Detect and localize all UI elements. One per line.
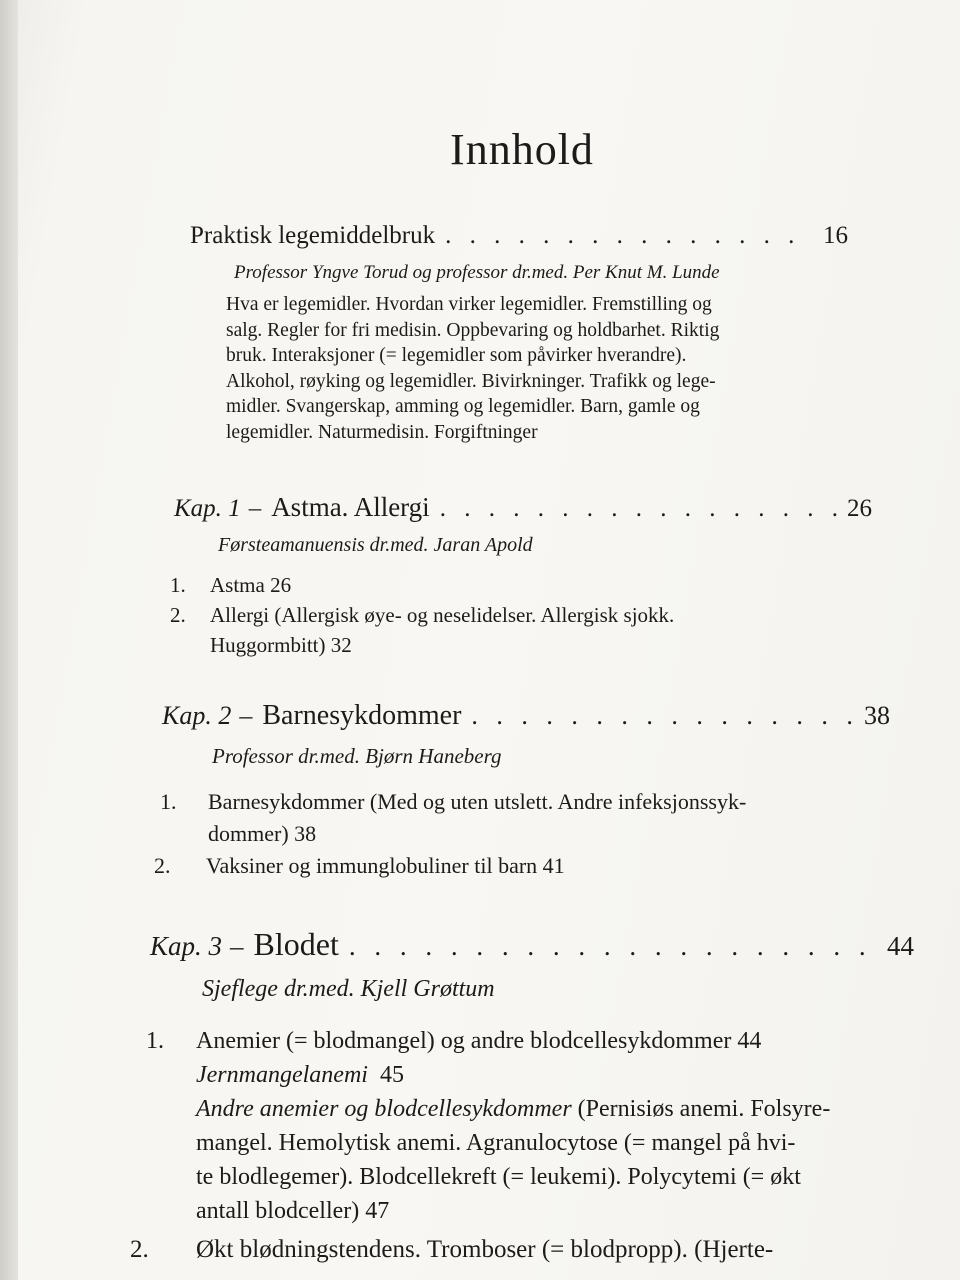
toc-heading: Astma. Allergi <box>271 492 430 522</box>
item-number: 1. <box>160 789 177 814</box>
item-number: 2. <box>130 1236 149 1263</box>
toc-heading-row <box>174 492 872 523</box>
item-line: Anemier (= blodmangel) og andre blodcellesykdommer 44 <box>196 1028 762 1054</box>
list-item <box>170 570 850 600</box>
item-number: 2. <box>154 853 171 878</box>
item-line: Huggormbitt) 32 <box>210 633 352 657</box>
toc-page-number: 44 <box>887 931 914 961</box>
item-line: dommer) 38 <box>208 821 317 846</box>
item-line: antall blodceller) 47 <box>196 1198 390 1224</box>
item-number: 2. <box>170 603 186 627</box>
item-line: te blodlegemer). Blodcellekreft (= leukemi). Polycytemi (= økt <box>196 1164 801 1190</box>
toc-heading-row <box>150 926 914 963</box>
list-item <box>170 600 850 660</box>
item-text <box>210 600 850 660</box>
item-text: Økt blødningstendens. Tromboser (= blodpropp). (Hjerte- <box>196 1236 774 1263</box>
subitem-title: Jernmangelanemi <box>196 1062 368 1088</box>
item-text: Astma 26 <box>210 573 292 597</box>
dash: – <box>230 931 244 961</box>
item-text: Vaksiner og immunglobuliner til barn 41 <box>206 853 565 878</box>
item-text <box>196 1024 936 1228</box>
toc-heading: Barnesykdommer <box>262 700 462 731</box>
dash: – <box>239 701 253 730</box>
subitem-line <box>196 1058 936 1092</box>
subitem-title: Andre anemier og blodcellesykdommer <box>196 1096 572 1122</box>
item-line: Barnesykdommer (Med og uten utslett. Andre infeksjonssyk- <box>208 789 747 814</box>
list-item <box>130 1232 940 1268</box>
item-number: 1. <box>170 573 186 597</box>
leader-dots <box>440 495 837 523</box>
desc-line: Hva er legemidler. Hvordan virker legemidler. Fremstilling og <box>226 294 712 315</box>
toc-heading-row <box>190 222 848 250</box>
desc-line: midler. Svangerskap, amming og legemidler. Barn, gamle og <box>226 396 700 417</box>
item-line: mangel. Hemolytisk anemi. Agranulocytose (= mangel på hvi- <box>196 1130 796 1156</box>
desc-line: legemidler. Naturmedisin. Forgiftninger <box>226 421 538 443</box>
chapter-label: Kap. 1 <box>174 495 241 522</box>
subitem-page: 45 <box>367 1062 404 1088</box>
leader-dots <box>471 701 854 731</box>
item-number: 1. <box>146 1028 164 1054</box>
toc-page-number: 26 <box>847 495 872 522</box>
toc-description <box>226 292 858 445</box>
subitem-rest: (Pernisiøs anemi. Folsyre- <box>571 1096 831 1122</box>
leader-dots <box>445 222 813 250</box>
toc-heading: Praktisk legemiddelbruk <box>190 222 436 249</box>
toc-author: Professor Yngve Torud og professor dr.med. Per Knut M. Lunde <box>234 262 720 283</box>
toc-author: Sjeflege dr.med. Kjell Grøttum <box>202 976 495 1002</box>
list-item <box>160 786 904 850</box>
chapter-label: Kap. 3 <box>150 931 223 961</box>
item-text <box>208 786 904 850</box>
desc-line: Alkohol, røyking og legemidler. Bivirkninger. Trafikk og lege- <box>226 370 716 392</box>
toc-page-number: 38 <box>864 701 890 730</box>
toc-author: Førsteamanuensis dr.med. Jaran Apold <box>218 534 533 556</box>
desc-line: salg. Regler for fri medisin. Oppbevaring og holdbarhet. Riktig <box>226 319 720 341</box>
page-title: Innhold <box>450 125 594 174</box>
dash: – <box>248 495 262 522</box>
desc-line: bruk. Interaksjoner (= legemidler som påvirker hverandre). <box>226 345 687 366</box>
toc-author: Professor dr.med. Bjørn Haneberg <box>212 744 502 768</box>
toc-heading: Blodet <box>253 926 339 962</box>
toc-page-number: 16 <box>823 222 848 249</box>
list-item <box>154 850 898 882</box>
leader-dots <box>349 931 877 962</box>
item-line: Allergi (Allergisk øye- og neselidelser. Allergisk sjokk. <box>210 603 675 627</box>
list-item <box>146 1024 936 1228</box>
chapter-label: Kap. 2 <box>162 701 232 730</box>
subitem-line <box>196 1092 936 1126</box>
toc-heading-row <box>162 700 890 732</box>
